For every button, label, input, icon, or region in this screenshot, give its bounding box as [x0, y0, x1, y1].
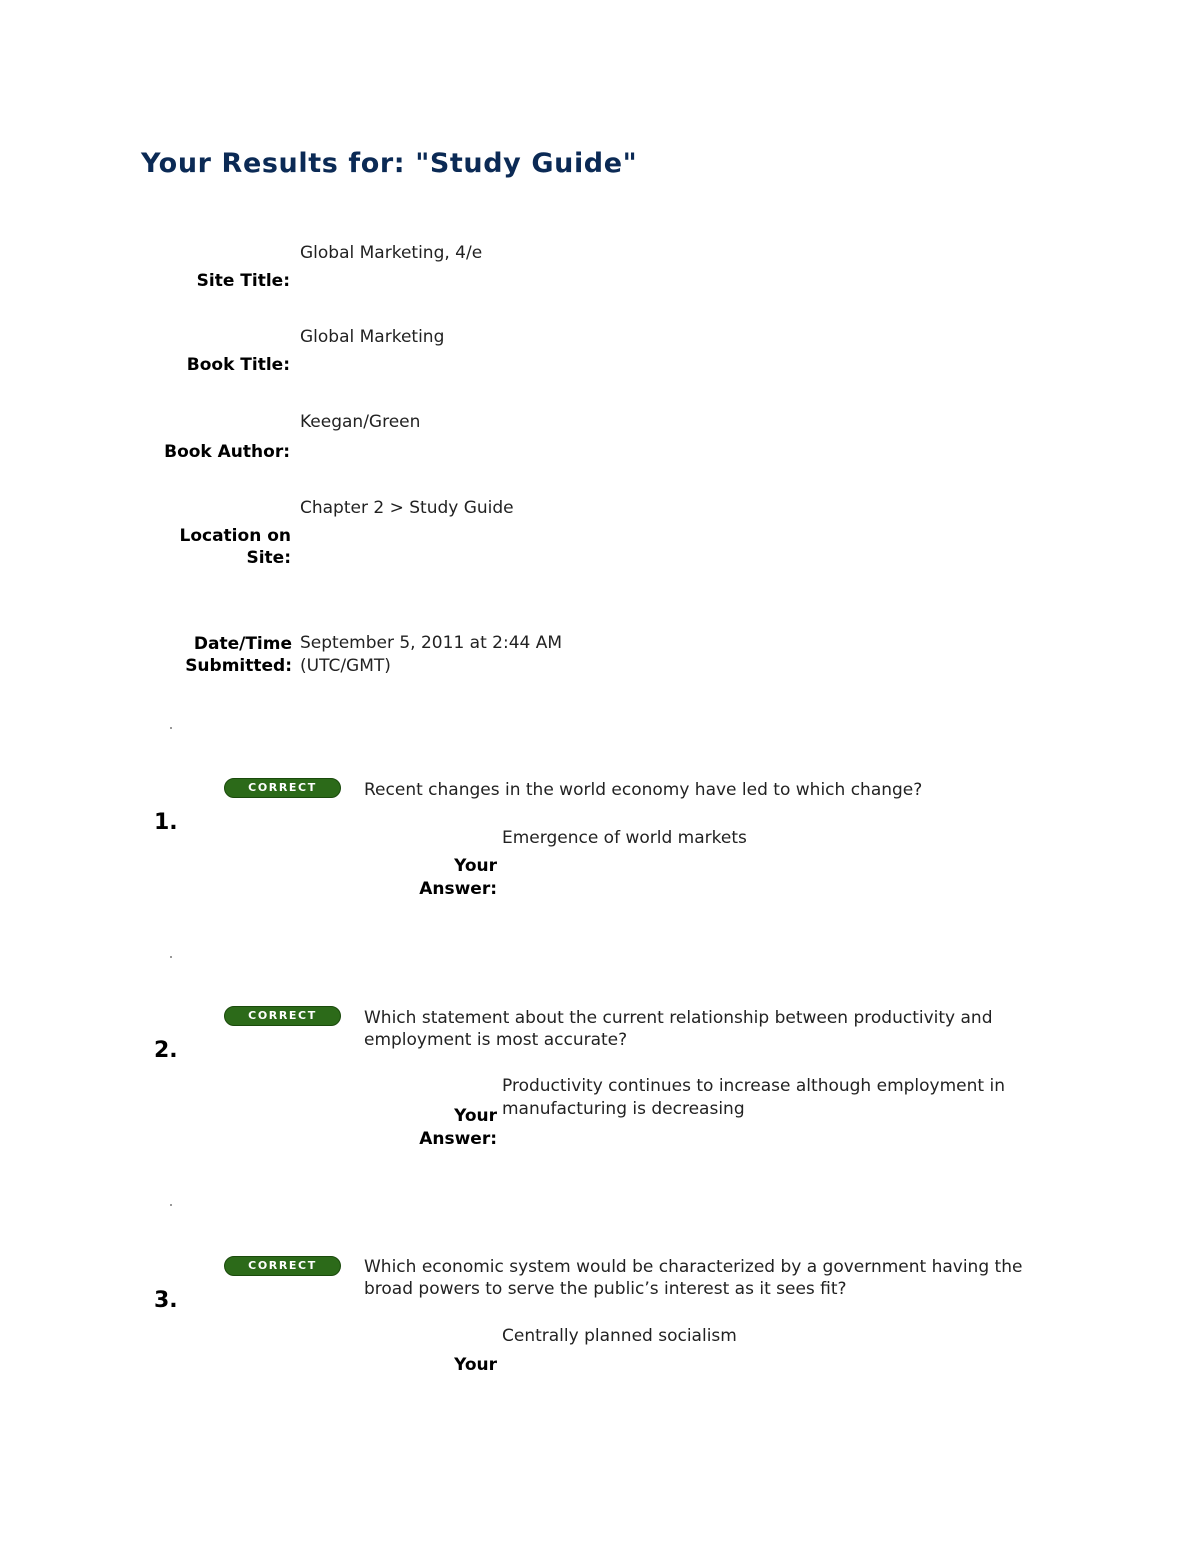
question-text: Recent changes in the world economy have led to which change?: [364, 780, 923, 800]
answer-value: Productivity continues to increase although employment in manufacturing is decreasing: [502, 1076, 1005, 1119]
correct-badge: CORRECT: [224, 1006, 341, 1026]
answer-label: Your: [454, 1355, 497, 1375]
question-text: Which statement about the current relationship between productivity and employment is most accurate?: [364, 1008, 993, 1050]
answer-label: Your Answer:: [419, 1106, 497, 1149]
question-text: Which economic system would be characterized by a government having the broad powers to serve the public’s interest as it sees fit?: [364, 1257, 1023, 1299]
book-title-value: Global Marketing: [300, 327, 445, 347]
correct-badge: CORRECT: [224, 1256, 341, 1276]
site-title-value: Global Marketing, 4/e: [300, 243, 483, 263]
location-value: Chapter 2 > Study Guide: [300, 498, 514, 518]
page-title: Your Results for: "Study Guide": [141, 148, 638, 179]
question-number: 1.: [154, 810, 178, 835]
answer-value: Emergence of world markets: [502, 828, 747, 848]
separator-dot: [170, 1204, 172, 1206]
question-number: 3.: [154, 1288, 178, 1313]
answer-label: Your Answer:: [419, 856, 497, 899]
book-author-value: Keegan/Green: [300, 412, 421, 432]
location-label: Location on Site:: [179, 526, 291, 568]
book-author-label: Book Author:: [164, 442, 290, 462]
submitted-value: September 5, 2011 at 2:44 AM (UTC/GMT): [300, 633, 563, 676]
separator-dot: [170, 956, 172, 958]
separator-dot: [170, 727, 172, 729]
site-title-label: Site Title:: [196, 271, 290, 291]
correct-badge: CORRECT: [224, 778, 341, 798]
question-number: 2.: [154, 1038, 178, 1063]
answer-value: Centrally planned socialism: [502, 1326, 737, 1346]
book-title-label: Book Title:: [186, 355, 290, 375]
submitted-label: Date/Time Submitted:: [185, 634, 292, 676]
